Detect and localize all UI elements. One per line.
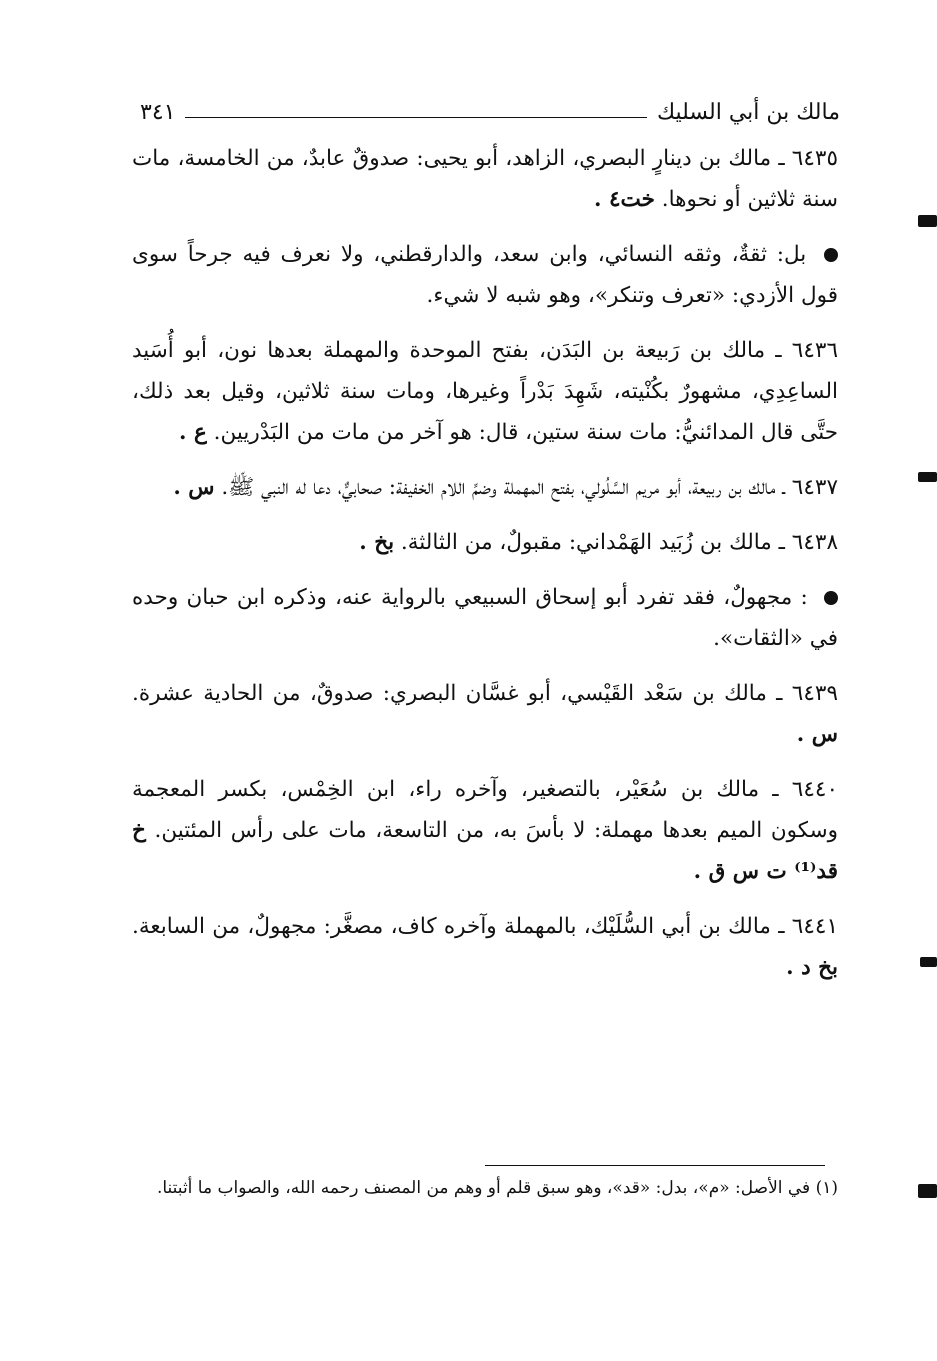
entry-6435 <box>132 138 838 220</box>
page-number: ٣٤١ <box>140 100 176 125</box>
entry-6437 <box>132 467 838 508</box>
page-content <box>132 138 838 1002</box>
scan-mark <box>920 957 937 967</box>
entry-symbol: خ قد⁽¹⁾ ت س ق . <box>132 818 838 884</box>
footnote: (١) في الأصل: «م»، بدل: «قد»، وهو سبق قلم أو وهم من المصنف رحمه الله، والصواب ما أثبتنا. <box>156 1178 838 1198</box>
scan-mark <box>918 1184 937 1198</box>
bullet-icon <box>824 248 838 262</box>
entry-symbol: بخ . <box>359 530 395 555</box>
entry-6439 <box>132 673 838 755</box>
entry-text: ٦٤٣٧ ـ مالك بن ربيعة، أبو مريم السَّلُولي، بفتح المهملة وضمِّ اللام الخفيفة: صحابيٌّ، دعا له النبي ﷺ. <box>221 475 838 500</box>
entry-text: ٦٤٣٥ ـ مالك بن دينارٍ البصري، الزاهد، أبو يحيى: صدوقٌ عابدٌ، من الخامسة، مات سنة ثلاثين أو نحوها. <box>132 146 838 212</box>
header-title: مالك بن أبي السليك <box>656 100 840 125</box>
editor-note <box>132 234 838 316</box>
entry-text: ٦٤٤١ ـ مالك بن أبي السُّلَيْك، بالمهملة وآخره كاف، مصغَّر: مجهولٌ، من السابعة. <box>132 914 838 939</box>
entry-text: بل: ثقةٌ، وثقه النسائي، وابن سعد، والدارقطني، ولا نعرف فيه جرحاً سوى قول الأزدي: «تعرف وتنكر»، وهو شبه لا شيء. <box>132 242 838 308</box>
bullet-icon <box>824 591 838 605</box>
entry-symbol: خت٤ . <box>593 187 655 212</box>
entry-symbol: ع . <box>179 420 207 445</box>
entry-text: ٦٤٤٠ ـ مالك بن سُعَيْر، بالتصغير، وآخره راء، ابن الخِمْس، بكسر المعجمة وسكون الميم بعدها مهملة: لا بأسَ به، من التاسعة، مات على رأس المئتين. <box>132 777 839 843</box>
entry-text: ٦٤٣٦ ـ مالك بن رَبيعة بن البَدَن، بفتح الموحدة والمهملة بعدها نون، أبو أُسَيد الساعِدِي، مشهورٌ بكُنْيته، شَهِدَ بَدْراً وغيرها، ومات سنة ثلاثين، وقيل بعد ذلك، حتَّى قال المدائنيُّ: مات سنة ستين، قال: هو آخر من مات من البَدْريين. <box>132 338 838 445</box>
entry-text: ٦٤٣٩ ـ مالك بن سَعْد القَيْسي، أبو غسَّان البصري: صدوقٌ، من الحادية عشرة. <box>132 681 838 706</box>
footnote-separator <box>485 1165 825 1166</box>
entry-symbol: بخ د . <box>786 955 838 980</box>
entry-6438 <box>132 522 838 563</box>
entry-6440 <box>132 769 838 892</box>
entry-symbol: س . <box>796 722 838 747</box>
entry-6436 <box>132 330 838 453</box>
entry-6441 <box>132 906 838 988</box>
entry-text: ٦٤٣٨ ـ مالك بن زُبَيد الهَمْداني: مقبولٌ، من الثالثة. <box>400 530 838 555</box>
entry-symbol: س . <box>173 475 215 500</box>
scan-mark <box>918 215 937 227</box>
header-rule <box>185 117 646 118</box>
scan-mark <box>918 472 937 482</box>
running-header <box>140 90 840 126</box>
editor-note <box>132 577 838 659</box>
entry-text: : مجهولٌ، فقد تفرد أبو إسحاق السبيعي بالرواية عنه، وذكره ابن حبان وحده في «الثقات». <box>132 585 838 651</box>
